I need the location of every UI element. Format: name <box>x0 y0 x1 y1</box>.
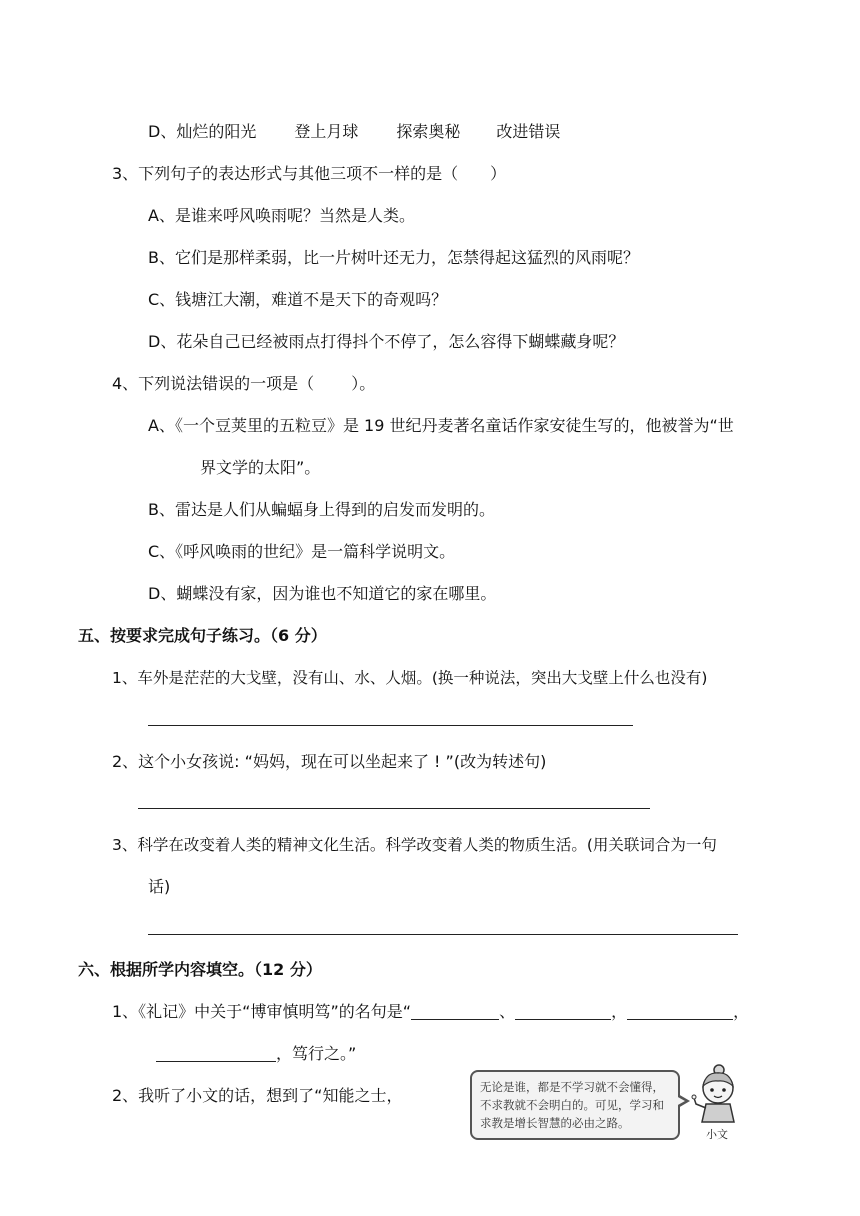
character-name: 小文 <box>706 1128 728 1141</box>
q2-option-d <box>148 122 560 142</box>
section5-q2: 2、这个小女孩说: “妈妈，现在可以坐起来了 ! ”(改为转述句) <box>112 752 547 771</box>
q2-option-d-word-2: 登上月球 <box>294 122 359 141</box>
section6-q1-sep3: ， <box>733 1002 750 1021</box>
section5-q3-line1: 3、科学在改变着人类的精神文化生活。科学改变着人类的物质生活。(用关联词合为一句 <box>112 836 717 854</box>
fill-blank-4[interactable] <box>156 1045 276 1062</box>
q2-option-d-prefix: D、灿烂的阳光 <box>148 122 257 141</box>
q4-stem: 4、下列说法错误的一项是（ ）。 <box>112 374 376 393</box>
q3-option-d: D、花朵自己已经被雨点打得抖个不停了，怎么容得下蝴蝶藏身呢？ <box>148 332 625 351</box>
fill-blank-3[interactable] <box>627 1003 733 1020</box>
fill-blank-1[interactable] <box>411 1003 499 1020</box>
q3-option-b: B、它们是那样柔弱，比一片树叶还无力，怎禁得起这猛烈的风雨呢？ <box>148 248 639 267</box>
fill-blank-2[interactable] <box>515 1003 611 1020</box>
q4-option-c: C、《呼风唤雨的世纪》是一篇科学说明文。 <box>148 542 456 561</box>
section5-q2-answer-line[interactable] <box>138 808 650 809</box>
section5-q3-line2: 话) <box>148 877 171 896</box>
q3-stem: 3、下列句子的表达形式与其他三项不一样的是（ ） <box>112 164 507 183</box>
section6-q1-end: ，笃行之。” <box>276 1044 357 1063</box>
section5-q3-answer-line[interactable] <box>148 934 738 935</box>
section5-q1-answer-line[interactable] <box>148 725 633 726</box>
section6-q2: 2、我听了小文的话，想到了“知能之士， <box>112 1086 403 1105</box>
girl-cartoon-icon <box>688 1064 748 1128</box>
q2-option-d-word-4: 改进错误 <box>496 122 561 141</box>
section5-title: 五、按要求完成句子练习。（6 分） <box>78 626 327 645</box>
q3-option-c: C、钱塘江大潮，难道不是天下的奇观吗？ <box>148 290 448 309</box>
section5-q1: 1、车外是茫茫的大戈壁，没有山、水、人烟。(换一种说法，突出大戈壁上什么也没有) <box>112 669 708 687</box>
q2-option-d-word-3: 探索奥秘 <box>396 122 461 141</box>
q4-option-a-line2: 界文学的太阳”。 <box>200 458 321 477</box>
section6-q1-line1 <box>112 1002 749 1022</box>
section6-q1-line2 <box>156 1044 356 1064</box>
q4-option-d: D、蝴蝶没有家，因为谁也不知道它的家在哪里。 <box>148 584 497 603</box>
speech-bubble: 无论是谁，都是不学习就不会懂得，不求教就不会明白的。可见，学习和求教是增长智慧的必由之路。 <box>470 1070 680 1140</box>
q4-option-a-line1: A、《一个豆荚里的五粒豆》是 19 世纪丹麦著名童话作家安徒生写的，他被誉为“世 <box>148 416 734 435</box>
section6-q1-sep2: ， <box>611 1002 628 1021</box>
q4-option-b: B、雷达是人们从蝙蝠身上得到的启发而发明的。 <box>148 500 495 519</box>
section6-q1-sep1: 、 <box>499 1002 516 1021</box>
section6-q1-prefix: 1、《礼记》中关于“博审慎明笃”的名句是“ <box>112 1002 412 1021</box>
section6-title: 六、根据所学内容填空。（12 分） <box>78 960 322 979</box>
q3-option-a: A、是谁来呼风唤雨呢？当然是人类。 <box>148 206 415 225</box>
